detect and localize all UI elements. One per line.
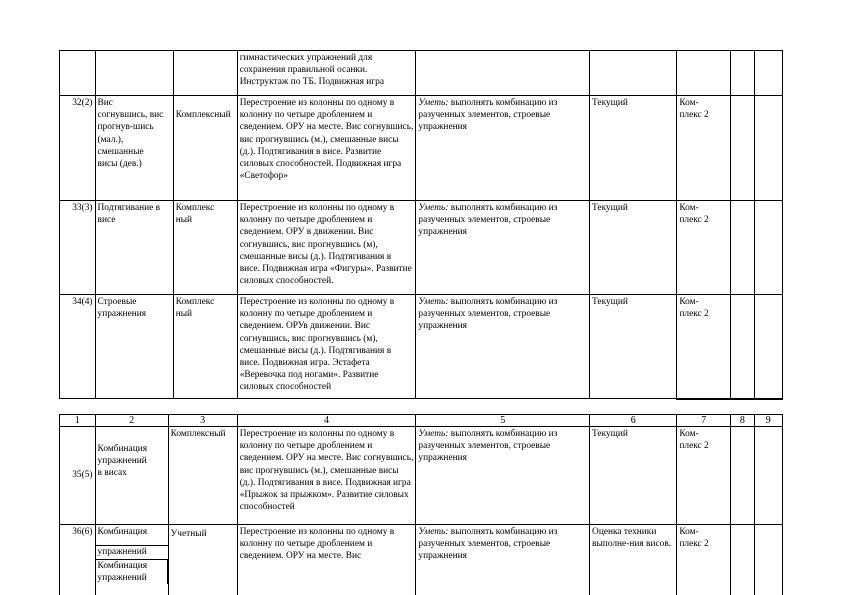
cell-requirements	[416, 51, 590, 96]
requirement-label: Уметь:	[418, 297, 449, 307]
cell-control: Оценка техники выполне-ния висов.	[590, 525, 677, 595]
requirement-text: выполнять комбинацию из разученных элементов, строевые упражнения	[418, 429, 558, 464]
header-col-6: 6	[590, 415, 677, 427]
lesson-plan-table-bottom	[59, 414, 783, 595]
cell-homework: Ком- плекс 2	[677, 525, 731, 595]
header-col-1: 1	[60, 415, 96, 427]
requirement-label: Уметь:	[418, 429, 449, 439]
table-row	[60, 201, 783, 295]
cell-homework	[677, 51, 731, 96]
table-row	[60, 51, 783, 96]
header-col-3: 3	[168, 415, 237, 427]
cell-homework: Ком- плекс 2	[677, 295, 731, 399]
cell-num: 32(2)	[60, 96, 96, 201]
cell-requirements	[416, 201, 590, 295]
header-col-5: 5	[416, 415, 590, 427]
requirement-label: Уметь:	[418, 203, 449, 213]
cell-topic	[95, 525, 168, 595]
cell-control: Текущий	[590, 96, 677, 201]
cell-col9	[754, 96, 782, 201]
cell-content: Перестроение из колонны по одному в колонну по четыре дроблением и сведением. ОРУ в движении. Вис согнувшись, вис прогнувшись (м), смешанные висы (д.). Подтягивания в висе. Подвижная игра «Фигуры». Развитие силовых способностей.	[237, 201, 416, 295]
cell-num: 35(5)	[60, 427, 96, 525]
table-row	[60, 96, 783, 201]
cell-col9	[754, 295, 782, 399]
requirement-label: Уметь:	[418, 527, 449, 537]
cell-type: Комплекс ный	[173, 201, 237, 295]
header-col-4: 4	[237, 415, 416, 427]
cell-col8	[731, 201, 754, 295]
cell-col9	[754, 427, 782, 525]
cell-topic: Комбинация упражнений в висах	[95, 427, 168, 525]
cell-type: Комплексный	[168, 427, 237, 525]
table-row	[60, 295, 783, 399]
cell-content: Перестроение из колонны по одному в колонну по четыре дроблением и сведением. ОРУв движении. Вис согнувшись, вис прогнувшись (м), смешанные висы (д.). Подтягивания в висе. Подвижная игра. Эстафета «Веревочка под ногами». Развитие силовых способностей	[237, 295, 416, 399]
cell-content: Перестроение из колонны по одному в колонну по четыре дроблением и сведением. ОРУ на месте. Вис согнувшись, вис прогнувшись (м.), смешанные висы (д.). Подтягивания в висе. Подвижная игра «Прыжок за прыжком». Развитие силовых способностей	[237, 427, 416, 525]
table-row	[60, 427, 783, 525]
table-row	[60, 525, 783, 595]
cell-requirements	[416, 295, 590, 399]
cell-col9	[754, 525, 782, 595]
cell-requirements	[416, 525, 590, 595]
cell-content: гимнастических упражнений для сохранения правильной осанки. Инструктаж по ТБ. Подвижная игра	[237, 51, 416, 96]
cell-topic: Вис согнувшись, вис прогнув-шись (мал.), смешанные висы (дев.)	[95, 96, 173, 201]
cell-type: Учетный	[168, 525, 237, 595]
table-header-row	[60, 415, 783, 427]
header-col-8: 8	[731, 415, 754, 427]
topic-line-1: Комбинация	[97, 527, 148, 537]
cell-control	[590, 51, 677, 96]
cell-num: 33(3)	[60, 201, 96, 295]
cell-num	[60, 51, 96, 96]
header-col-2: 2	[95, 415, 168, 427]
cell-type: Комплекс ный	[173, 295, 237, 399]
requirement-text: выполнять комбинацию из разученных элементов, строевые упражнения	[418, 527, 558, 562]
cell-homework: Ком- плекс 2	[677, 96, 731, 201]
cell-content: Перестроение из колонны по одному в колонну по четыре дроблением и сведением. ОРУ на месте. Вис	[237, 525, 416, 595]
topic-line-2: упражнений	[96, 545, 168, 559]
cell-num: 36(6)	[60, 525, 96, 595]
topic-line-3: Комбинация упражнений	[96, 559, 168, 584]
cell-topic: Подтягивание в висе	[95, 201, 173, 295]
cell-requirements	[416, 96, 590, 201]
cell-topic: Строевые упражнения	[95, 295, 173, 399]
cell-homework: Ком- плекс 2	[677, 201, 731, 295]
cell-requirements	[416, 427, 590, 525]
cell-type: Комплексный	[173, 96, 237, 201]
cell-homework: Ком- плекс 2	[677, 427, 731, 525]
cell-control: Текущий	[590, 295, 677, 399]
cell-col8	[731, 525, 754, 595]
requirement-label: Уметь:	[418, 98, 449, 108]
header-col-9: 9	[754, 415, 782, 427]
header-col-7: 7	[677, 415, 731, 427]
requirement-text: выполнять комбинацию из разученных элементов, строевые упражнения	[418, 98, 558, 133]
cell-col8	[731, 427, 754, 525]
cell-col8	[731, 51, 754, 96]
cell-control: Текущий	[590, 201, 677, 295]
cell-topic	[95, 51, 173, 96]
cell-type	[173, 51, 237, 96]
cell-col8	[731, 295, 754, 399]
cell-col9	[754, 201, 782, 295]
cell-content: Перестроение из колонны по одному в колонну по четыре дроблением и сведением. ОРУ на месте. Вис согнувшись, вис прогнувшись (м.), смешанные висы (д.). Подтягивания в висе. Развитие силовых способностей. Подвижная игра «Светофор»	[237, 96, 416, 201]
requirement-text: выполнять комбинацию из разученных элементов, строевые упражнения	[418, 203, 558, 238]
lesson-plan-table-top	[59, 50, 783, 400]
cell-num: 34(4)	[60, 295, 96, 399]
requirement-text: выполнять комбинацию из разученных элементов, строевые упражнения	[418, 297, 558, 332]
cell-col9	[754, 51, 782, 96]
cell-control: Текущий	[590, 427, 677, 525]
cell-col8	[731, 96, 754, 201]
